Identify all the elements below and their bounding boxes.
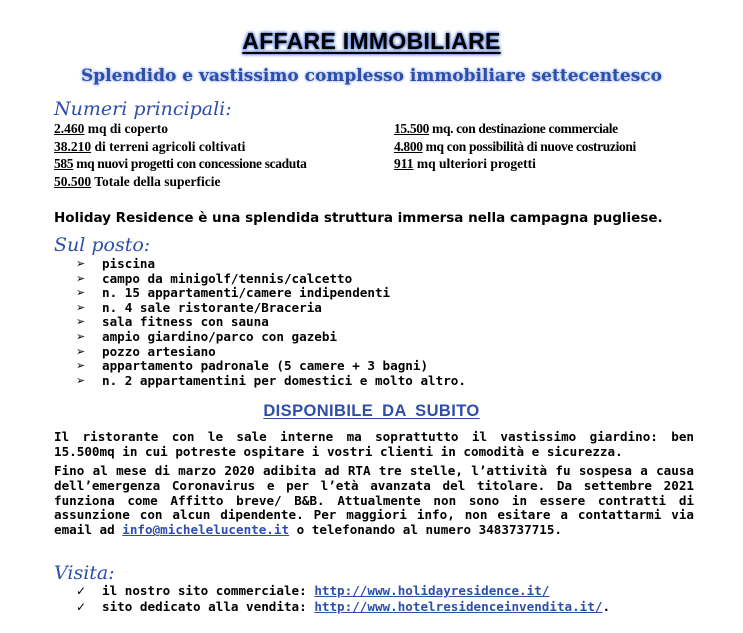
numeri-value: 38.210: [54, 138, 92, 154]
restaurant-paragraph: Il ristorante con le sale interne ma soprattutto il vastissimo giardino: ben 15.500mq in cui potreste ospitare i vostri clienti in comodità e sicurezza.: [54, 429, 694, 459]
intro-text: Holiday Residence è una splendida struttura immersa nella campagna pugliese.: [54, 210, 663, 226]
arrow-bullet-icon: ➢: [76, 359, 86, 373]
email-link[interactable]: info@michelelucente.it: [122, 522, 290, 538]
numeri-label: mq nuovi progetti con concessione scaduta: [73, 156, 307, 171]
list-item: ➢ pozzo artesiano: [76, 343, 216, 359]
history-paragraph: Fino al mese di marzo 2020 adibita ad RTA tre stelle, l’attività fu sospesa a causa dell’emergenza Coronavirus e per l’età avanzata del titolare. Da settembre 2021 funziona come Affitto breve/ B&B. Attualmente non sono in essere contratti di assunzione con alcun dipendente. Per maggiori info, non esitare a contattarmi via email ad info@michelelucente.it o telefonando al numero 3483737715.: [54, 463, 694, 538]
page-title: AFFARE IMMOBILIARE: [242, 28, 501, 54]
arrow-bullet-icon: ➢: [76, 286, 86, 300]
commercial-site-link[interactable]: http://www.holidayresidence.it/: [314, 583, 550, 598]
numeri-value: 50.500: [54, 173, 92, 189]
arrow-bullet-icon: ➢: [76, 344, 86, 358]
numeri-heading: Numeri principali:: [54, 98, 232, 120]
numeri-row: [54, 174, 704, 192]
arrow-bullet-icon: ➢: [76, 315, 86, 329]
numeri-value: 911: [394, 156, 414, 171]
numeri-value: 2.460: [54, 121, 85, 136]
list-item: ➢ appartamento padronale (5 camere + 3 bagni): [76, 358, 429, 374]
list-item: ✓ sito dedicato alla vendita: http://www.hotelresidenceinvendita.it/.: [76, 599, 611, 614]
list-item: ➢ campo da minigolf/tennis/calcetto: [76, 270, 353, 286]
numeri-row: [54, 121, 704, 139]
sale-site-link[interactable]: http://www.hotelresidenceinvendita.it/: [314, 599, 603, 614]
sul-posto-heading: Sul posto:: [54, 234, 151, 256]
arrow-bullet-icon: ➢: [76, 271, 86, 285]
checkmark-icon: ✓: [76, 584, 87, 598]
list-item: ➢ n. 2 appartamentini per domestici e molto altro.: [76, 372, 466, 388]
numeri-label: mq con possibilità di nuove costruzioni: [422, 138, 636, 154]
availability-heading: DISPONIBILE DA SUBITO: [263, 402, 480, 420]
numeri-value: 585: [54, 156, 74, 171]
visit-links: [76, 583, 610, 615]
list-item: ✓ il nostro sito commerciale: http://www.holidayresidence.it/: [76, 583, 550, 598]
numeri-grid: [54, 121, 704, 191]
checkmark-icon: ✓: [76, 600, 87, 614]
arrow-bullet-icon: ➢: [76, 329, 86, 343]
list-item: ➢ ampio giardino/parco con gazebi: [76, 328, 338, 344]
list-item: ➢ piscina: [76, 256, 156, 271]
numeri-row: [54, 139, 704, 157]
page-subtitle: Splendido e vastissimo complesso immobiliare settecentesco: [81, 66, 662, 86]
list-item: ➢ n. 15 appartamenti/camere indipendenti: [76, 285, 391, 301]
numeri-value: 4.800: [394, 138, 423, 154]
numeri-label: mq ulteriori progetti: [413, 156, 536, 171]
amenities-list: [76, 257, 466, 388]
numeri-label: mq di coperto: [84, 121, 168, 136]
numeri-label: di terreni agricoli coltivati: [91, 138, 246, 154]
numeri-label: Totale della superficie: [91, 173, 221, 189]
list-item: ➢ n. 4 sale ristorante/Braceria: [76, 299, 322, 315]
numeri-label: mq. con destinazione commerciale: [429, 121, 618, 136]
arrow-bullet-icon: ➢: [76, 257, 86, 270]
numeri-row: [54, 156, 704, 174]
arrow-bullet-icon: ➢: [76, 373, 86, 387]
numeri-value: 15.500: [394, 121, 430, 136]
arrow-bullet-icon: ➢: [76, 300, 86, 314]
list-item: ➢ sala fitness con sauna: [76, 314, 269, 330]
visita-heading: Visita:: [54, 562, 115, 584]
